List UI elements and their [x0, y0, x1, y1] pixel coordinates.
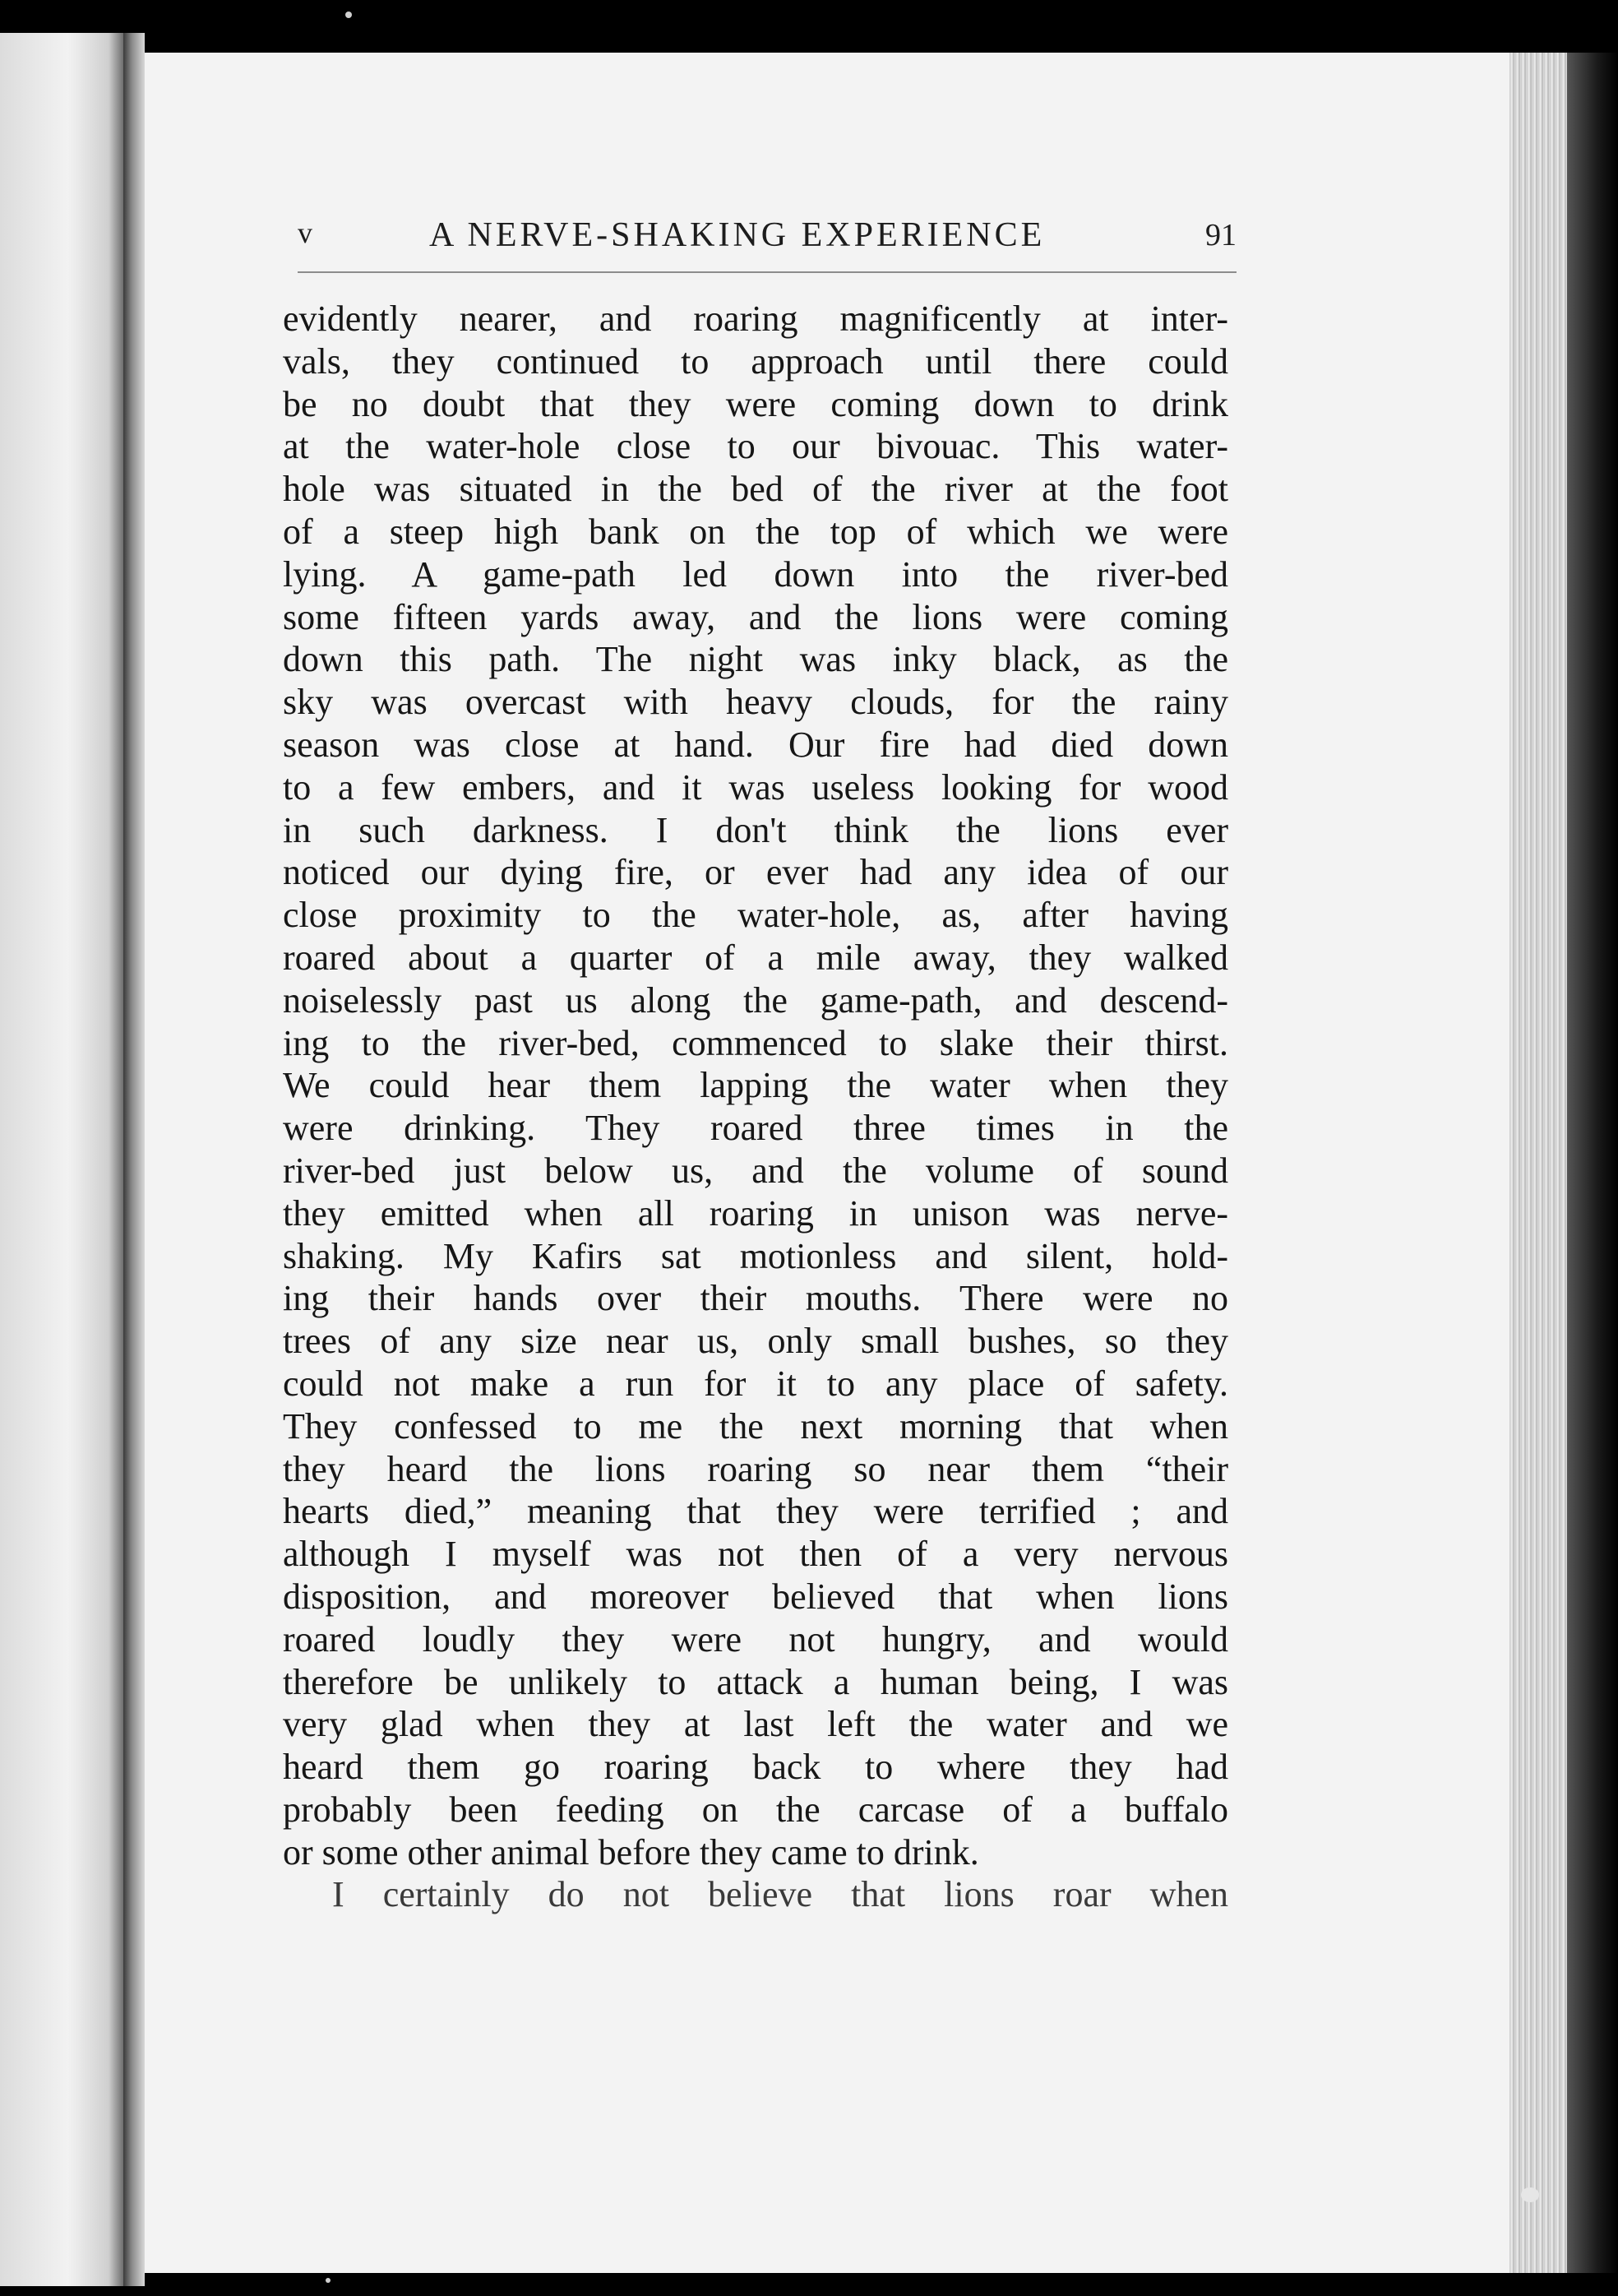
text-line: evidently nearer, and roaring magnificently at inter- — [283, 299, 1228, 339]
text-line: therefore be unlikely to attack a human being, I was — [283, 1661, 1228, 1702]
text-line: down this path. The night was inky black, as the — [283, 639, 1228, 680]
signature-mark: v — [298, 216, 312, 249]
text-line: at the water-hole close to our bivouac. This water- — [283, 426, 1228, 467]
facing-page-edge — [0, 33, 123, 2286]
text-line: were drinking. They roared three times in the — [283, 1108, 1228, 1149]
text-line: or some other animal before they came to drink. — [283, 1831, 979, 1872]
text-line: vals, they continued to approach until there could — [283, 340, 1228, 382]
text-line: noiselessly past us along the game-path, and descend- — [283, 979, 1228, 1021]
text-line: sky was overcast with heavy clouds, for the rainy — [283, 682, 1228, 723]
text-line: trees of any size near us, only small bushes, so they — [283, 1321, 1228, 1362]
text-line: We could hear them lapping the water when they — [283, 1065, 1228, 1106]
text-line: season was close at hand. Our fire had died down — [283, 724, 1228, 765]
text-line: very glad when they at last left the water and we — [283, 1704, 1228, 1745]
text-line: lying. A game-path led down into the river-bed — [283, 553, 1228, 595]
text-line: to a few embers, and it was useless looking for wood — [283, 766, 1228, 808]
text-line: disposition, and moreover believed that when lions — [283, 1576, 1228, 1617]
text-line: in such darkness. I don't think the lions ever — [283, 809, 1228, 850]
text-line: hole was situated in the bed of the river at the foot — [283, 469, 1228, 510]
text-line: river-bed just below us, and the volume of sound — [283, 1150, 1228, 1191]
text-line: I certainly do not believe that lions roar when — [332, 1874, 1228, 1915]
text-line: shaking. My Kafirs sat motionless and silent, hold- — [283, 1235, 1228, 1276]
book-cover-edge — [1567, 53, 1618, 2273]
text-line: some fifteen yards away, and the lions were coming — [283, 596, 1228, 637]
text-line: be no doubt that they were coming down to drink — [283, 383, 1228, 424]
text-line: of a steep high bank on the top of which we were — [283, 511, 1228, 552]
scan-speck — [345, 12, 352, 18]
header-rule — [298, 271, 1237, 273]
text-line: could not make a run for it to any place of safety. — [283, 1363, 1228, 1404]
text-line: close proximity to the water-hole, as, after having — [283, 895, 1228, 936]
text-line: although I myself was not then of a very nervous — [283, 1534, 1228, 1575]
text-line: ing their hands over their mouths. There were no — [283, 1278, 1228, 1319]
text-line: noticed our dying fire, or ever had any idea of our — [283, 852, 1228, 893]
text-line: they emitted when all roaring in unison was nerve- — [283, 1192, 1228, 1234]
page-edges — [1509, 53, 1567, 2273]
body-text — [283, 298, 1228, 1916]
text-line: hearts died,” meaning that they were terrified ; and — [283, 1491, 1228, 1532]
text-line: They confessed to me the next morning that when — [283, 1405, 1228, 1447]
page-header — [298, 215, 1237, 265]
running-head: A NERVE-SHAKING EXPERIENCE — [429, 216, 1046, 254]
text-line: roared about a quarter of a mile away, they walked — [283, 937, 1228, 978]
book-gutter — [123, 33, 145, 2286]
scan-speck — [326, 2278, 331, 2283]
page-number: 91 — [1205, 218, 1237, 252]
text-line: roared loudly they were not hungry, and would — [283, 1618, 1228, 1660]
text-line: heard them go roaring back to where they had — [283, 1747, 1228, 1788]
scan-speck — [1521, 2187, 1539, 2202]
text-line: they heard the lions roaring so near them “their — [283, 1448, 1228, 1489]
text-line: probably been feeding on the carcase of a buffalo — [283, 1789, 1228, 1830]
text-line: ing to the river-bed, commenced to slake their thirst. — [283, 1022, 1228, 1063]
